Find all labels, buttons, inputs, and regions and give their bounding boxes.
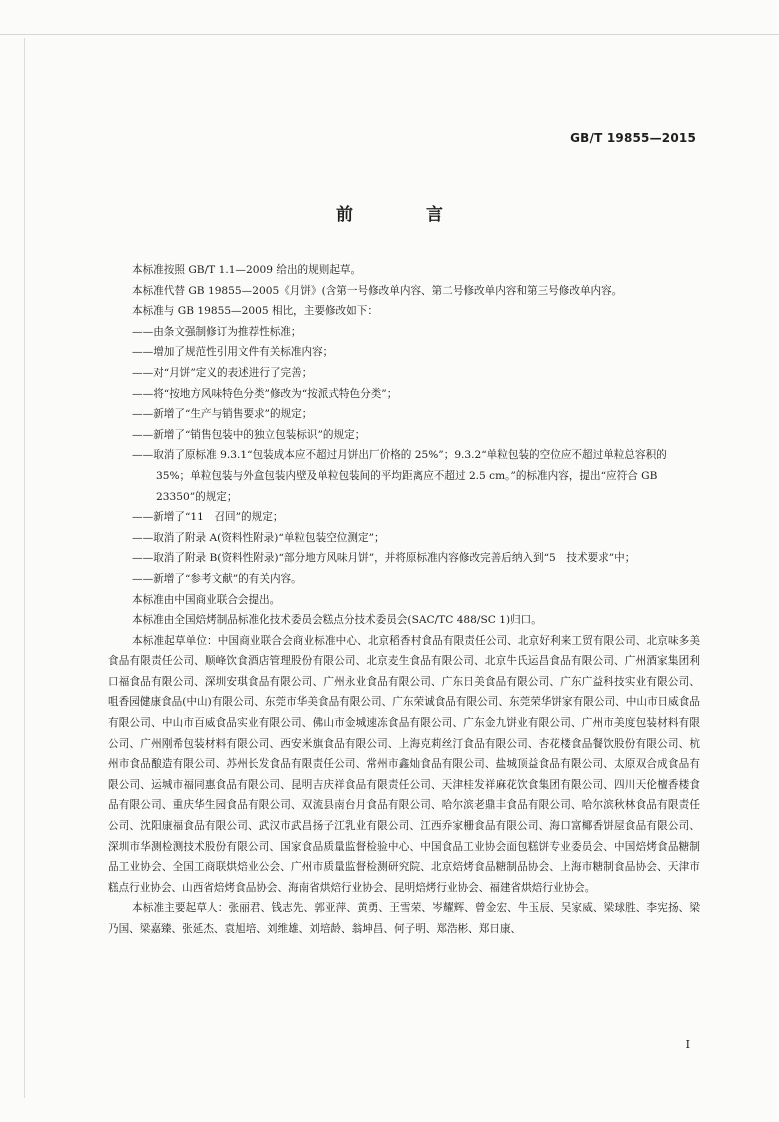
page-number: I [685,1038,690,1051]
change-item: ——取消了附录 A(资料性附录)“单粒包装空位测定”； [132,531,385,544]
scan-edge-left [24,38,25,1098]
standard-code: GB/T 19855—2015 [570,131,696,145]
document-body [108,260,700,940]
scan-edge-top [0,34,779,35]
change-item: ——由条文强制修订为推荐性标准； [132,325,302,338]
change-item: ——新增了“销售包装中的独立包装标识”的规定； [132,428,366,441]
change-item: ——新增了“11 召回”的规定； [132,511,284,524]
paragraph-changes-intro: 本标准与 GB 19855—2005 相比，主要修改如下： [132,305,378,318]
paragraph-proposer: 本标准由中国商业联合会提出。 [132,593,281,606]
paragraph-replaces: 本标准代替 GB 19855—2005《月饼》(含第一号修改单内容、第二号修改单内容和第三号修改单内容。 [132,284,623,297]
change-item: ——新增了“生产与销售要求”的规定； [132,408,313,421]
change-item: ——增加了规范性引用文件有关标准内容； [132,346,334,359]
change-item: ——取消了附录 B(资料性附录)“部分地方风味月饼”，并将原标准内容修改完善后纳入到“5 技术要求”中； [132,552,636,565]
paragraph-committee: 本标准由全国焙烤制品标准化技术委员会糕点分技术委员会(SAC/TC 488/SC 1)归口。 [132,614,542,627]
paragraph-drafting-rules: 本标准按照 GB/T 1.1—2009 给出的规则起草。 [132,264,362,276]
change-item: ——新增了“参考文献”的有关内容。 [132,572,302,585]
change-item: ——将“按地方风味特色分类”修改为“按派式特色分类”； [132,387,398,400]
paragraph-drafting-units: 本标准起草单位：中国商业联合会商业标准中心、北京稻香村食品有限责任公司、北京好利来工贸有限公司、北京味多美食品有限责任公司、顺峰饮食酒店管理股份有限公司、北京麦生食品有限公司、北京牛氏运昌食品有限公司、广州酒家集团利口福食品有限公司、深圳安琪食品有限公司、广州永业食品有限公司、广东日美食品有限公司、广东广益科技实业有限公司、咀香园健康食品(中山)有限公司、东莞市华美食品有限公司、广东荣诚食品有限公司、东莞荣华饼家有限公司、中山市日威食品有限公司、中山市百威食品实业有限公司、佛山市金城速冻食品有限公司、广东金九饼业有限公司、广州市美度包装材料有限公司、广州刚希包装材料有限公司、西安米旗食品有限公司、上海克莉丝汀食品有限公司、杏花楼食品餐饮股份有限公司、杭州市食品酿造有限公司、苏州长发食品有限责任公司、常州市鑫灿食品有限公司、盐城顶益食品有限公司、太原双合成食品有限公司、运城市福同惠食品有限公司、昆明吉庆祥食品有限责任公司、天津桂发祥麻花饮食集团有限公司、四川天伦檀香楼食品有限公司、重庆华生园食品有限公司、双流县南台月食品有限公司、哈尔滨老鼎丰食品有限公司、哈尔滨秋林食品有限责任公司、沈阳康福食品有限公司、武汉市武昌扬子江乳业有限公司、江西乔家栅食品有限公司、海口富椰香饼屋食品有限公司、深圳市华测检测技术股份有限公司、国家食品质量监督检验中心、中国食品工业协会面包糕饼专业委员会、中国焙烤食品糖制品工业协会、全国工商联烘焙业公会、广州市质量监督检测研究院、北京焙烤食品糖制品协会、上海市糖制食品协会、天津市糕点行业协会、山西省焙烤食品协会、海南省烘焙行业协会、昆明焙烤行业协会、福建省烘焙行业协会。 [108,634,700,894]
change-item: ——取消了原标准 9.3.1“包装成本应不超过月饼出厂价格的 25%”；9.3.2“单粒包装的空位应不超过单粒总容积的 35%；单粒包装与外盒包装内壁及单粒包装间的平均距离应不超过 2.5 cm。”的标准内容，提出“应符合 GB 23350”的规定； [132,449,667,503]
page-title: 前 言 [336,205,471,225]
change-item: ——对“月饼”定义的表述进行了完善； [132,366,313,379]
paragraph-drafters: 本标准主要起草人：张丽君、钱志先、郭亚萍、黄勇、王雪荣、岑耀辉、曾金宏、牛玉辰、吴家威、梁球胜、李宪扬、梁乃国、梁嘉臻、张延杰、袁旭培、刘维雄、刘培龄、翁坤昌、何子明、郑浩彬、郑日康、 [108,902,700,935]
